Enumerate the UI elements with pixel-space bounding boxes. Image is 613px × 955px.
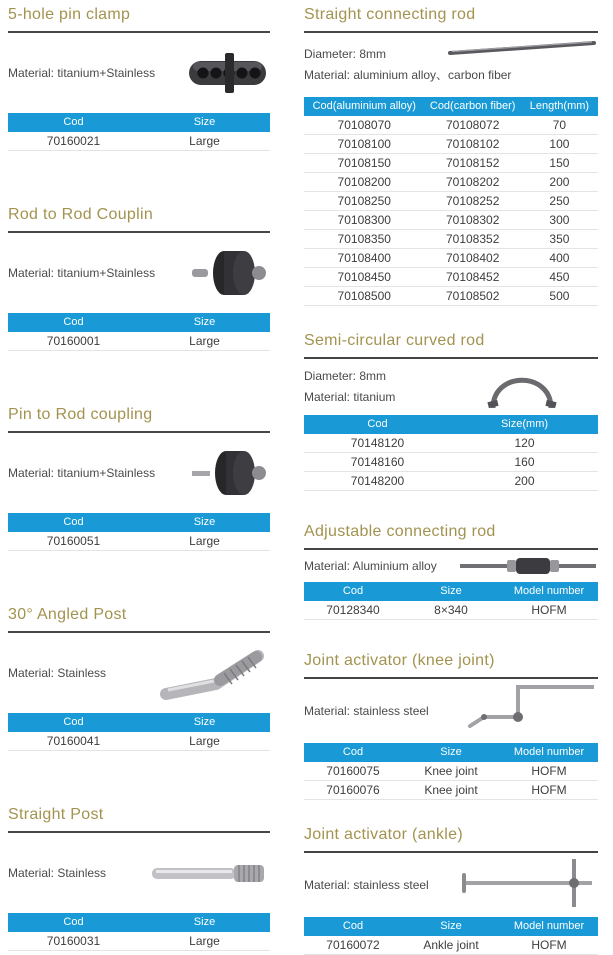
section-adjustable-connecting-rod <box>304 517 598 620</box>
left-column <box>8 0 270 951</box>
table-row <box>304 230 598 249</box>
table-cell: 400 <box>549 251 570 265</box>
table-cell: 70108452 <box>445 270 500 284</box>
column-header: Size(mm) <box>500 418 549 430</box>
product-table <box>304 917 598 955</box>
product-info <box>304 550 598 582</box>
table-header-row <box>8 313 270 332</box>
table-row <box>304 173 598 192</box>
table-row <box>304 936 598 955</box>
table-header-row <box>8 913 270 932</box>
table-cell: 70148120 <box>350 436 405 450</box>
column-header: Model number <box>513 746 585 758</box>
product-info <box>304 679 598 743</box>
table-cell: 200 <box>549 175 570 189</box>
column-header: Cod <box>367 418 388 430</box>
column-header: Model number <box>513 585 585 597</box>
straight-rod-image <box>446 37 598 59</box>
table-row <box>304 268 598 287</box>
material-text: Material: aluminium alloy、carbon fiber <box>304 68 512 82</box>
product-table <box>8 513 270 551</box>
table-cell: 120 <box>514 436 535 450</box>
product-info <box>304 359 598 415</box>
table-header-row <box>304 917 598 936</box>
section-semi-circular-curved-rod <box>304 326 598 491</box>
table-header-row <box>8 713 270 732</box>
product-table <box>8 313 270 351</box>
product-info <box>8 33 270 113</box>
table-cell: 70160072 <box>326 938 380 952</box>
table-cell: 500 <box>549 289 570 303</box>
material-text: Material: titanium+Stainless <box>8 65 156 80</box>
table-cell: HOFM <box>531 938 567 952</box>
column-header: Size <box>193 916 216 928</box>
curved-rod-image <box>484 364 560 410</box>
product-info <box>8 433 270 513</box>
column-header: Cod(carbon fiber) <box>429 100 516 112</box>
diameter-text: Diameter: 8mm <box>304 47 387 61</box>
section-title: Straight Post <box>8 800 270 833</box>
table-row <box>8 732 270 751</box>
table-row <box>304 287 598 306</box>
table-cell: Ankle joint <box>423 938 479 952</box>
section-rod-to-rod-coupling <box>8 200 270 351</box>
table-cell: 450 <box>549 270 570 284</box>
product-table <box>304 97 598 306</box>
table-cell: Large <box>189 734 220 748</box>
material-text: Material: titanium <box>304 390 396 404</box>
table-row <box>304 192 598 211</box>
table-cell: HOFM <box>531 783 567 797</box>
table-cell: HOFM <box>531 764 567 778</box>
table-cell: 70160076 <box>326 783 380 797</box>
pin-to-rod-coupling-image <box>190 447 270 499</box>
table-cell: 70160031 <box>46 934 101 948</box>
table-cell: 70108300 <box>337 213 391 227</box>
section-title: Semi-circular curved rod <box>304 326 598 359</box>
table-cell: 150 <box>549 156 570 170</box>
pin-clamp-image <box>185 49 270 97</box>
column-header: Cod <box>63 316 84 328</box>
table-cell: 200 <box>514 474 535 488</box>
table-row <box>304 453 598 472</box>
section-title: Joint activator (ankle) <box>304 820 598 853</box>
table-row <box>304 781 598 800</box>
table-cell: 70108252 <box>445 194 500 208</box>
section-title: Rod to Rod Couplin <box>8 200 270 233</box>
adjustable-rod-image <box>458 554 598 578</box>
product-info <box>8 633 270 713</box>
section-title: Joint activator (knee joint) <box>304 646 598 679</box>
table-cell: Large <box>189 134 220 148</box>
table-cell: 70108250 <box>337 194 391 208</box>
table-row <box>8 132 270 151</box>
section-straight-connecting-rod <box>304 0 598 306</box>
table-row <box>304 116 598 135</box>
table-cell: 300 <box>549 213 570 227</box>
angled-post-image <box>158 642 270 704</box>
column-header: Size <box>440 920 462 932</box>
table-cell: 70160021 <box>46 134 101 148</box>
table-cell: 70108402 <box>445 251 500 265</box>
table-cell: 70108202 <box>445 175 500 189</box>
table-cell: 70108152 <box>445 156 500 170</box>
table-header-row <box>304 415 598 434</box>
table-cell: 160 <box>514 455 535 469</box>
table-cell: 70108400 <box>337 251 391 265</box>
table-cell: 70108302 <box>445 213 500 227</box>
table-header-row <box>304 97 598 116</box>
section-title: Adjustable connecting rod <box>304 517 598 550</box>
product-table <box>8 113 270 151</box>
column-header: Size <box>193 316 216 328</box>
table-cell: 70160041 <box>46 734 101 748</box>
section-title: 30° Angled Post <box>8 600 270 633</box>
table-cell: 70108502 <box>445 289 500 303</box>
table-row <box>304 762 598 781</box>
table-cell: 70108200 <box>337 175 391 189</box>
table-cell: 70148200 <box>350 474 405 488</box>
column-header: Cod <box>63 516 84 528</box>
table-cell: 70160075 <box>326 764 380 778</box>
table-cell: HOFM <box>531 603 567 617</box>
column-header: Cod(aluminium alloy) <box>312 100 416 112</box>
table-row <box>304 472 598 491</box>
table-row <box>304 249 598 268</box>
table-cell: Large <box>189 334 220 348</box>
table-header-row <box>8 513 270 532</box>
product-table <box>304 743 598 800</box>
table-cell: 70148160 <box>350 455 405 469</box>
ankle-joint-activator-image <box>458 853 598 911</box>
product-info <box>8 833 270 913</box>
section-title: Pin to Rod coupling <box>8 400 270 433</box>
product-table <box>304 415 598 491</box>
section-straight-post <box>8 800 270 951</box>
table-header-row <box>304 743 598 762</box>
column-header: Size <box>193 116 216 128</box>
material-text: Material: Aluminium alloy <box>304 558 437 573</box>
table-row <box>8 932 270 951</box>
column-header: Size <box>193 516 216 528</box>
material-text: Material: stainless steel <box>304 877 429 892</box>
product-info <box>8 233 270 313</box>
table-row <box>304 135 598 154</box>
material-text: Material: titanium+Stainless <box>8 465 156 480</box>
table-cell: 70108500 <box>337 289 391 303</box>
table-cell: Knee joint <box>424 764 478 778</box>
material-text: Material: stainless steel <box>304 703 429 718</box>
diameter-text: Diameter: 8mm <box>304 369 387 383</box>
table-cell: 100 <box>549 137 570 151</box>
section-angled-post <box>8 600 270 751</box>
table-cell: 70160001 <box>46 334 101 348</box>
knee-joint-activator-image <box>458 679 598 735</box>
product-table <box>8 713 270 751</box>
section-joint-activator-ankle <box>304 820 598 955</box>
rod-to-rod-coupling-image <box>190 247 270 299</box>
table-cell: 70108450 <box>337 270 391 284</box>
product-table <box>304 582 598 620</box>
right-column <box>304 0 598 955</box>
column-header: Cod <box>63 716 84 728</box>
table-row <box>304 154 598 173</box>
table-header-row <box>8 113 270 132</box>
product-table <box>8 913 270 951</box>
section-pin-to-rod-coupling <box>8 400 270 551</box>
section-joint-activator-knee <box>304 646 598 800</box>
material-text: Material: Stainless <box>8 665 107 680</box>
table-cell: 70 <box>552 118 567 132</box>
table-header-row <box>304 582 598 601</box>
straight-post-image <box>150 857 270 889</box>
table-cell: 70108350 <box>337 232 391 246</box>
table-cell: 70108072 <box>445 118 500 132</box>
table-cell: 70160051 <box>46 534 101 548</box>
table-row <box>8 532 270 551</box>
table-cell: 250 <box>549 194 570 208</box>
column-header: Length(mm) <box>529 100 590 112</box>
column-header: Size <box>440 585 462 597</box>
section-title: 5-hole pin clamp <box>8 0 270 33</box>
table-row <box>304 434 598 453</box>
table-row <box>304 601 598 620</box>
table-cell: 8×340 <box>434 603 468 617</box>
column-header: Model number <box>513 920 585 932</box>
section-5-hole-pin-clamp <box>8 0 270 151</box>
table-row <box>8 332 270 351</box>
table-cell: 70108352 <box>445 232 500 246</box>
table-cell: 70108150 <box>337 156 391 170</box>
column-header: Cod <box>342 585 364 597</box>
column-header: Size <box>193 716 216 728</box>
table-row <box>304 211 598 230</box>
column-header: Cod <box>63 116 84 128</box>
table-cell: Large <box>189 934 220 948</box>
material-text: Material: titanium+Stainless <box>8 265 156 280</box>
column-header: Cod <box>342 920 364 932</box>
table-cell: 70108070 <box>337 118 391 132</box>
section-title: Straight connecting rod <box>304 0 598 33</box>
column-header: Size <box>440 746 462 758</box>
table-cell: 350 <box>549 232 570 246</box>
product-info <box>304 33 598 97</box>
column-header: Cod <box>342 746 364 758</box>
material-text: Material: Stainless <box>8 865 107 880</box>
product-info <box>304 853 598 917</box>
table-cell: 70128340 <box>326 603 380 617</box>
table-cell: 70108102 <box>445 137 500 151</box>
table-cell: Knee joint <box>424 783 478 797</box>
table-cell: Large <box>189 534 220 548</box>
column-header: Cod <box>63 916 84 928</box>
table-cell: 70108100 <box>337 137 391 151</box>
